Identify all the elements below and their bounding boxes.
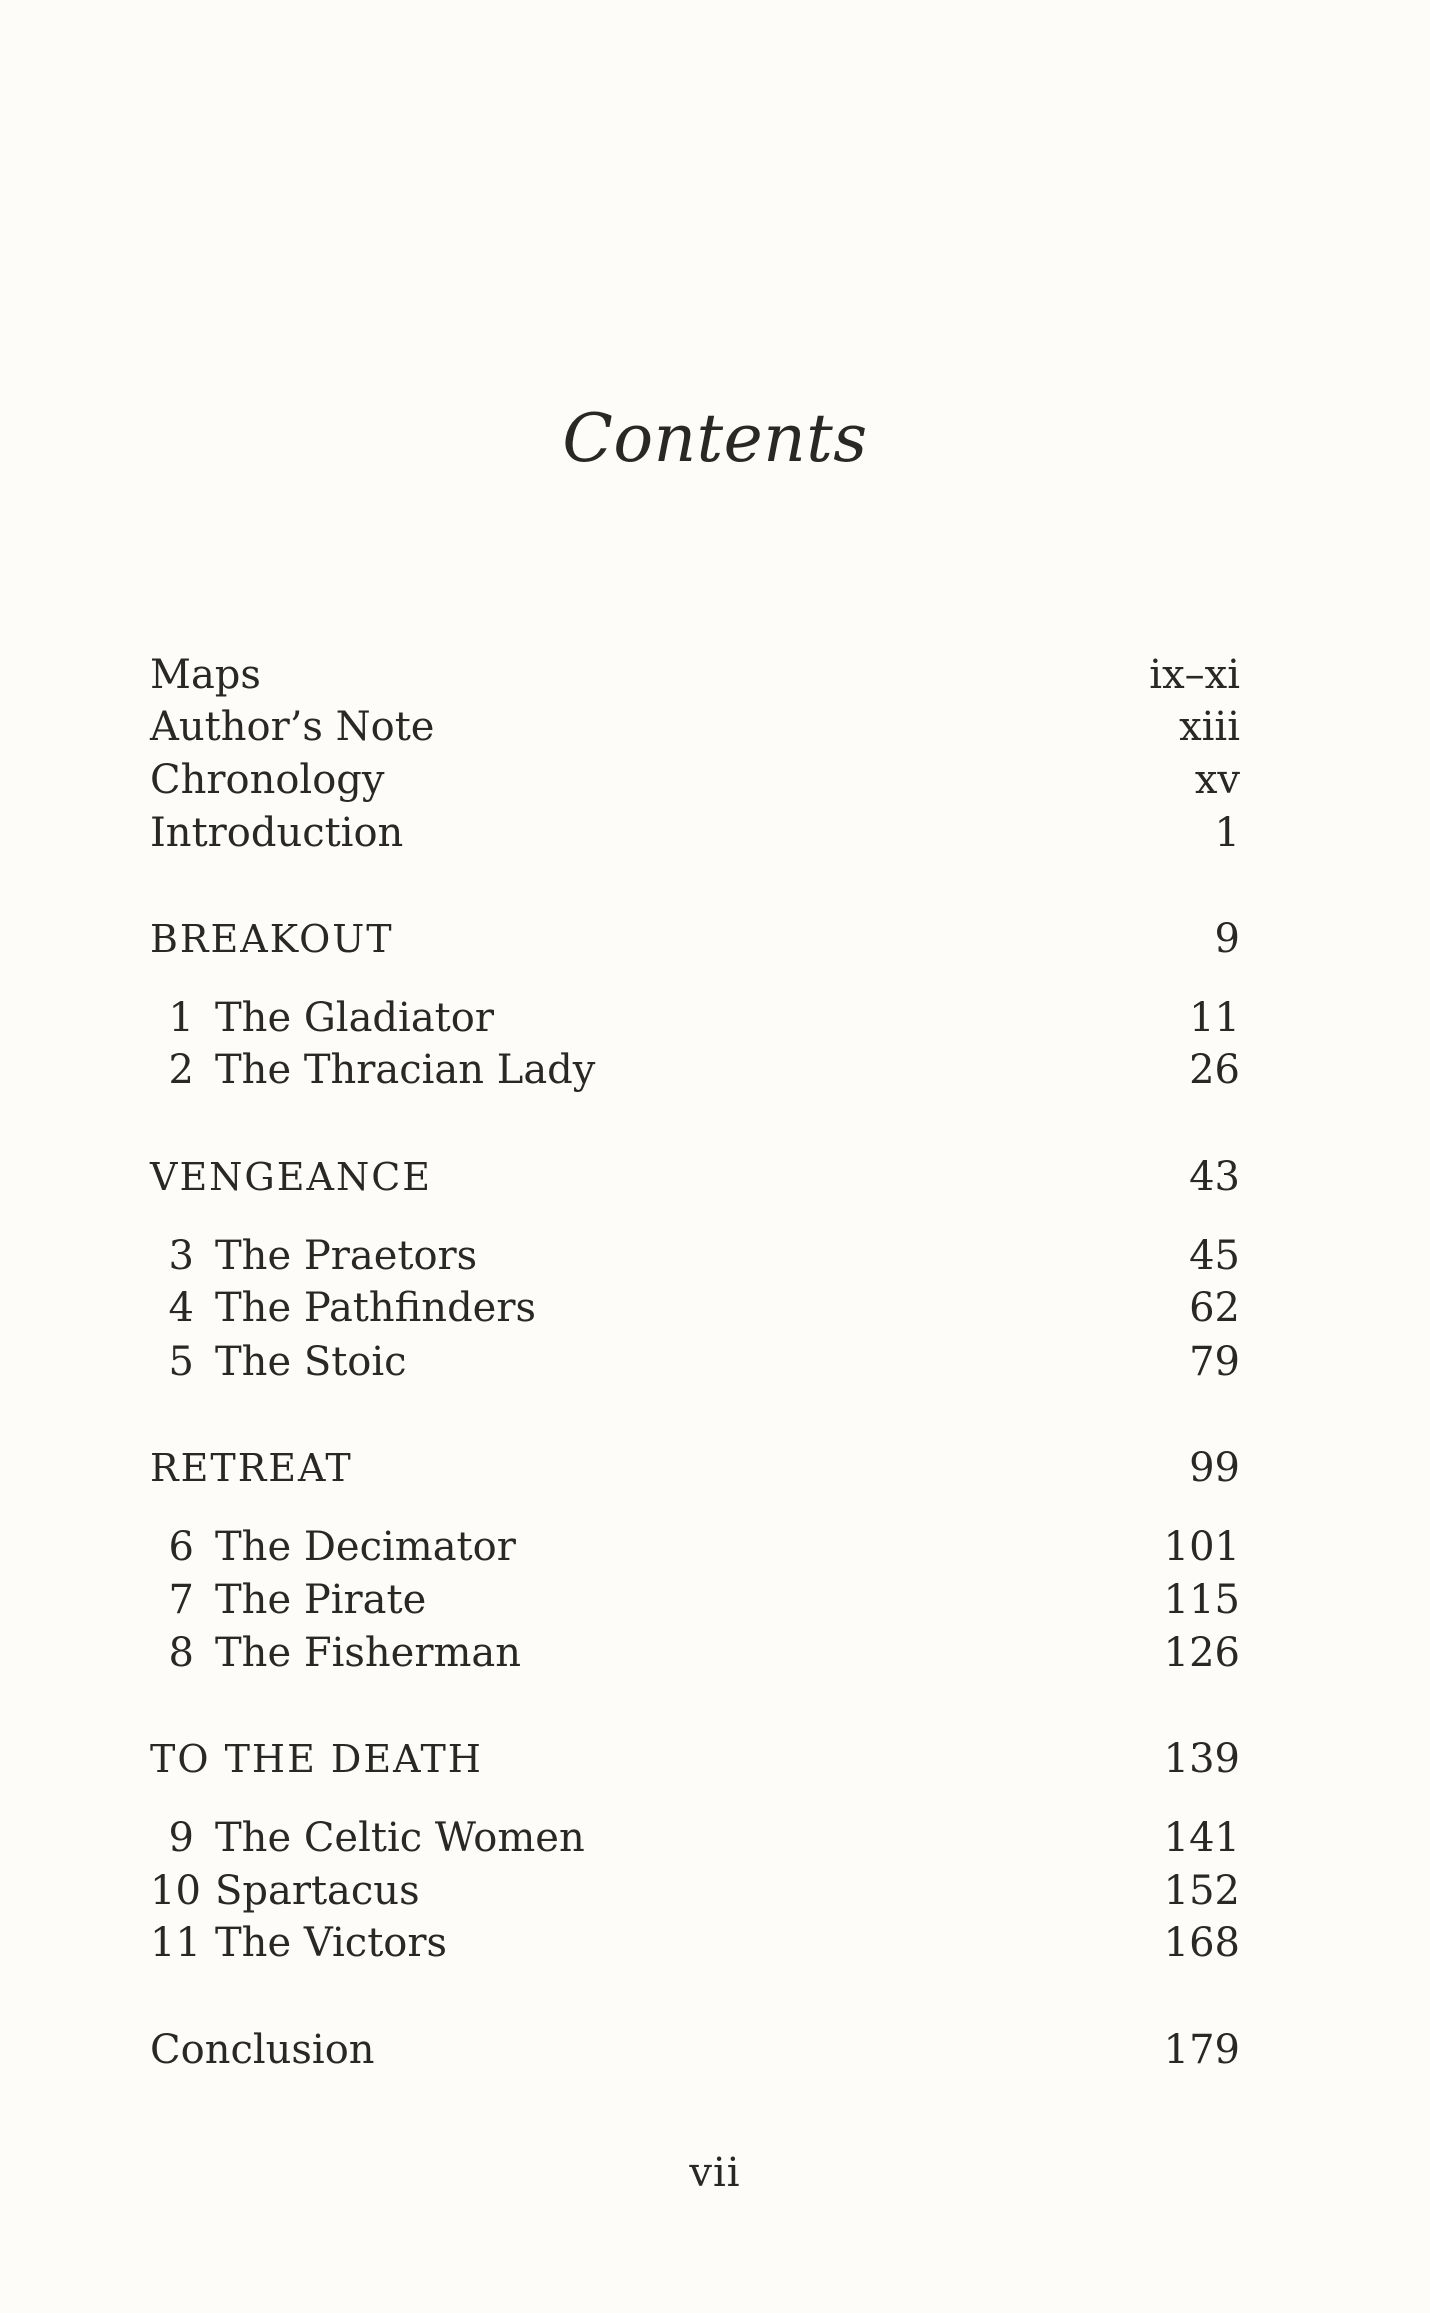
toc-chapter-page: 152: [1163, 1868, 1240, 1914]
toc-chapter-page: 168: [1163, 1920, 1240, 1966]
toc-entry-page: 1: [1214, 810, 1240, 856]
toc-chapter: [150, 1334, 1240, 1390]
toc-entry-page: 179: [1163, 2027, 1240, 2073]
toc-entry-label: Maps: [150, 652, 261, 698]
toc-chapter-number: 9: [168, 1815, 194, 1861]
toc-chapter: [150, 1863, 1240, 1919]
contents-title: Contents: [562, 400, 868, 477]
toc-chapter-page: 101: [1163, 1524, 1240, 1570]
toc-part-page: 9: [1214, 916, 1240, 962]
toc-chapter-page: 79: [1189, 1339, 1240, 1385]
toc-chapter-title: The Fisherman: [215, 1630, 521, 1676]
toc-chapter: [150, 1519, 1240, 1575]
toc-chapter-title: The Gladiator: [215, 995, 494, 1041]
toc-part-page: 43: [1189, 1154, 1240, 1200]
toc-chapter-page: 115: [1163, 1577, 1240, 1623]
toc-chapter: [150, 1228, 1240, 1284]
toc-entry-label: Chronology: [150, 757, 385, 803]
toc-chapter: [150, 990, 1240, 1046]
toc-entry-page: ix–xi: [1149, 652, 1240, 698]
toc-chapter: [150, 1810, 1240, 1866]
toc-chapter-title: The Pathfinders: [215, 1285, 536, 1331]
toc-part-retreat: [150, 1440, 1240, 1496]
toc-chapter-title: The Stoic: [215, 1339, 407, 1385]
toc-part-title: VENGEANCE: [150, 1155, 433, 1199]
toc-entry-label: Conclusion: [150, 2027, 375, 2073]
toc-part-vengeance: [150, 1149, 1240, 1205]
toc-chapter-number: 1: [168, 995, 194, 1041]
toc-chapter-title: The Praetors: [215, 1233, 478, 1279]
toc-chapter-number: 3: [168, 1233, 194, 1279]
toc-chapter-page: 126: [1163, 1630, 1240, 1676]
toc-chapter-number: 4: [168, 1285, 194, 1331]
toc-chapter-title: The Decimator: [215, 1524, 516, 1570]
page-number: vii: [689, 2150, 741, 2196]
toc-chapter-title: The Celtic Women: [215, 1815, 585, 1861]
toc-entry-page: xiii: [1179, 704, 1240, 750]
toc-part-page: 99: [1189, 1445, 1240, 1491]
toc-chapter-number: 10: [150, 1868, 201, 1914]
toc-chapter-page: 141: [1163, 1815, 1240, 1861]
toc-chapter-title: The Pirate: [215, 1577, 427, 1623]
toc-chapter-page: 62: [1189, 1285, 1240, 1331]
toc-chapter-number: 6: [168, 1524, 194, 1570]
toc-part-page: 139: [1163, 1736, 1240, 1782]
toc-part-to-the-death: [150, 1731, 1240, 1787]
toc-part-title: BREAKOUT: [150, 917, 394, 961]
toc-entry-maps: [150, 647, 1240, 703]
toc-entry-label: Introduction: [150, 810, 404, 856]
toc-entry-label: Author’s Note: [150, 704, 435, 750]
toc-chapter-title: Spartacus: [215, 1868, 420, 1914]
toc-chapter: [150, 1625, 1240, 1681]
toc-entry-chronology: [150, 752, 1240, 808]
toc-chapter-title: The Thracian Lady: [215, 1047, 596, 1093]
toc-chapter-page: 11: [1189, 995, 1240, 1041]
toc-chapter: [150, 1280, 1240, 1336]
toc-chapter-page: 26: [1189, 1047, 1240, 1093]
toc-chapter: [150, 1042, 1240, 1098]
toc-chapter-number: 7: [168, 1577, 194, 1623]
toc-chapter-number: 8: [168, 1630, 194, 1676]
toc-part-title: RETREAT: [150, 1446, 353, 1490]
toc-part-breakout: [150, 911, 1240, 967]
toc-entry-introduction: [150, 805, 1240, 861]
toc-chapter-number: 11: [150, 1920, 201, 1966]
toc-entry-page: xv: [1194, 757, 1240, 803]
toc-chapter-title: The Victors: [215, 1920, 448, 1966]
toc-entry-conclusion: [150, 2022, 1240, 2078]
toc-chapter: [150, 1572, 1240, 1628]
toc-chapter-number: 2: [168, 1047, 194, 1093]
toc-chapter-page: 45: [1189, 1233, 1240, 1279]
toc-chapter-number: 5: [168, 1339, 194, 1385]
toc-part-title: TO THE DEATH: [150, 1737, 483, 1781]
toc-entry-authors-note: [150, 699, 1240, 755]
toc-chapter: [150, 1915, 1240, 1971]
